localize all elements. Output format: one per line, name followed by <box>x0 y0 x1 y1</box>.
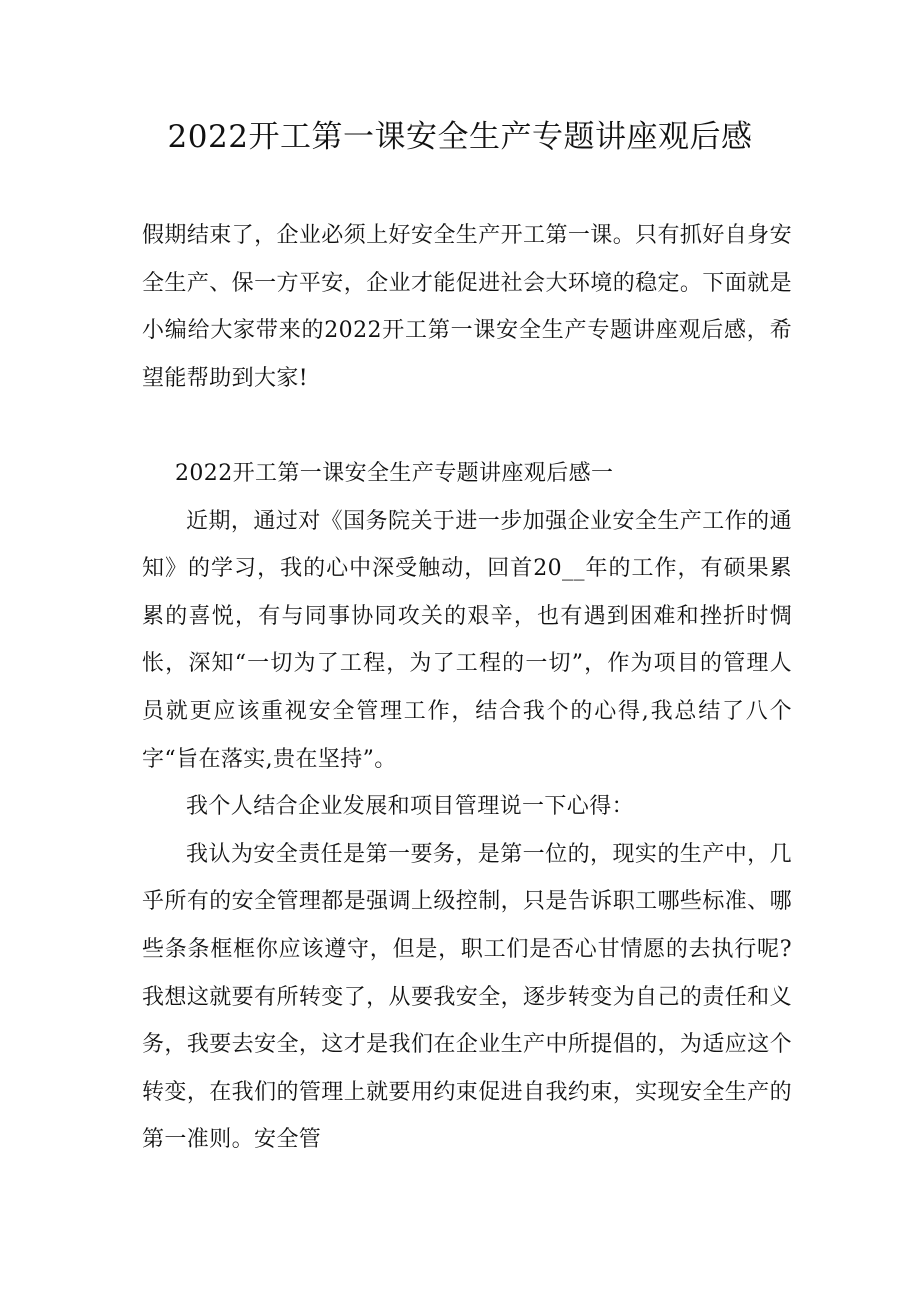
page-title: 2022开工第一课安全生产专题讲座观后感 <box>167 119 753 155</box>
intro-paragraph: 假期结束了，企业必须上好安全生产开工第一课。只有抓好自身安全生产、保一方平安，企业才能促进社会大环境的稳定。下面就是小编给大家带来的2022开工第一课安全生产专题讲座观后感，希望能帮助到大家! <box>142 223 792 391</box>
article-section <box>142 450 792 1164</box>
body-paragraph-3: 我认为安全责任是第一要务，是第一位的，现实的生产中，几乎所有的安全管理都是强调上级控制，只是告诉职工哪些标准、哪些条条框框你应该遵守，但是，职工们是否心甘情愿的去执行呢?我想这就要有所转变了，从要我安全，逐步转变为自己的责任和义务，我要去安全，这才是我们在企业生产中所提倡的，为适应这个转变，在我们的管理上就要用约束促进自我约束，实现安全生产的第一准则。安全管 <box>142 841 792 1153</box>
section-heading: 2022开工第一课安全生产专题讲座观后感一 <box>175 461 614 486</box>
body-paragraph-2: 我个人结合企业发展和项目管理说一下心得： <box>186 794 635 820</box>
body-paragraph-1: 近期，通过对《国务院关于进一步加强企业安全生产工作的通知》的学习，我的心中深受触动，回首20__年的工作，有硕果累累的喜悦，有与同事协同攻关的艰辛，也有遇到困难和挫折时惆怅，深知“一切为了工程，为了工程的一切”，作为项目的管理人员就更应该重视安全管理工作，结合我个的心得,我总结了八个字“旨在落实,贵在坚持”。 <box>142 508 792 772</box>
